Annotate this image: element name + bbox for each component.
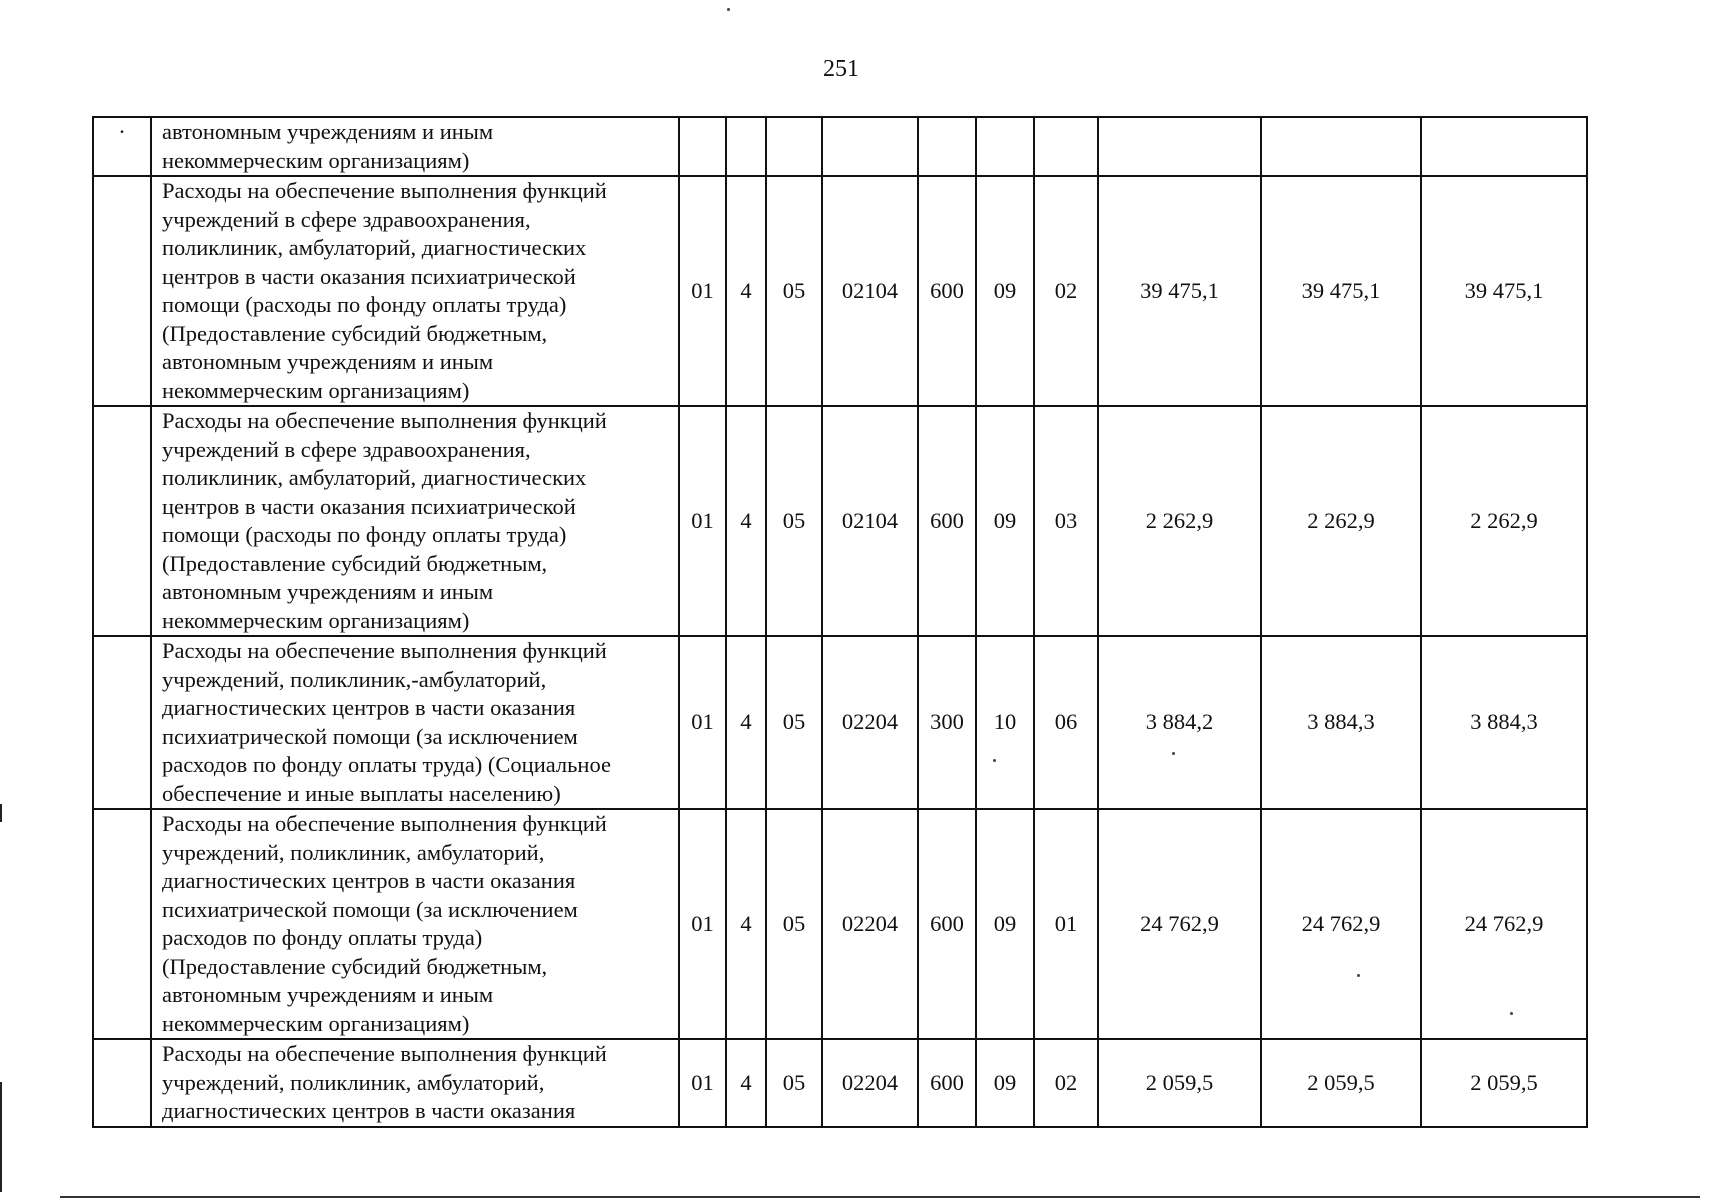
row-marker-cell [93,406,151,636]
description-cell [151,636,679,809]
amount-year3-cell: 2 059,5 [1421,1039,1587,1127]
row-marker-cell: · [93,117,151,176]
section-code-cell: 09 [976,176,1034,406]
table-row [93,176,1587,406]
amount-year1-cell: 2 262,9 [1098,406,1261,636]
expense-type-cell: 600 [918,406,976,636]
description-line: Расходы на обеспечение выполнения функций [162,638,607,663]
description-line: диагностических центров в части оказания [162,695,576,720]
description-line: учреждений в сфере здравоохранения, [162,206,531,232]
description-line: центров в части оказания психиатрической [162,493,576,519]
program-code-cell: 4 [726,406,766,636]
description-line: учреждений, поликлиник, амбулаторий, [162,1069,545,1095]
amount-year1-cell: 2 059,5 [1098,1039,1261,1127]
amount-year2-cell [1261,117,1421,176]
table-row [93,809,1587,1039]
description-line: автономным учреждениям и иным [162,982,494,1007]
scan-edge-mark [0,804,2,822]
subsection-code-cell: 02 [1034,1039,1098,1127]
amount-year2-cell: 2 059,5 [1261,1039,1421,1127]
description-line: Расходы на обеспечение выполнения функций [162,811,607,836]
description-line: поликлиник, амбулаторий, диагностических [162,235,587,260]
table-row [93,406,1587,636]
amount-year1-cell: 39 475,1 [1098,176,1261,406]
description-line: некоммерческим организациям) [162,607,470,633]
scan-speck [1510,1012,1513,1015]
description-line: Расходы на обеспечение выполнения функций [162,408,607,433]
description-line: автономным учреждениям и иным [162,119,494,144]
description-line: автономным учреждениям и иным [162,349,494,374]
subsection-code-cell [1034,117,1098,176]
expense-type-cell: 300 [918,636,976,809]
description-line: Расходы на обеспечение выполнения функций [162,1041,607,1066]
ministry-code-cell: 01 [679,1039,726,1127]
amount-year2-cell: 24 762,9 [1261,809,1421,1039]
amount-year1-cell: 24 762,9 [1098,809,1261,1039]
row-marker-cell [93,809,151,1039]
ministry-code-cell: 01 [679,406,726,636]
direction-code-cell: 02204 [822,1039,918,1127]
table-row [93,636,1587,809]
description-line: некоммерческим организациям) [162,1010,470,1036]
row-marker-cell [93,1039,151,1127]
description-line: автономным учреждениям и иным [162,579,494,604]
amount-year3-cell: 3 884,3 [1421,636,1587,809]
description-line: диагностических центров в части оказания [162,1098,576,1123]
budget-table [92,116,1588,1128]
program-code-cell: 4 [726,176,766,406]
table-row [93,117,1587,176]
description-cell [151,176,679,406]
description-line: некоммерческим организациям) [162,147,470,173]
section-code-cell: 09 [976,809,1034,1039]
ministry-code-cell: 01 [679,809,726,1039]
scan-speck [1357,974,1360,977]
subsection-code-cell: 06 [1034,636,1098,809]
description-cell [151,1039,679,1127]
section-code-cell: 09 [976,406,1034,636]
description-line: психиатрической помощи (за исключением [162,723,578,749]
row-marker-cell [93,176,151,406]
description-line: расходов по фонду оплаты труда) [162,925,483,950]
section-code-cell: 10 [976,636,1034,809]
description-line: учреждений, поликлиник, амбулаторий, [162,839,545,865]
scan-speck [727,8,730,11]
description-line: поликлиник, амбулаторий, диагностических [162,465,587,490]
amount-year1-cell: 3 884,2 [1098,636,1261,809]
amount-year2-cell: 2 262,9 [1261,406,1421,636]
description-line: (Предоставление субсидий бюджетным, [162,550,548,576]
description-line: помощи (расходы по фонду оплаты труда) [162,522,567,547]
program-code-cell [726,117,766,176]
ministry-code-cell: 01 [679,176,726,406]
description-line: некоммерческим организациям) [162,377,470,403]
description-line: диагностических центров в части оказания [162,868,576,893]
subprogram-code-cell [766,117,822,176]
description-line: обеспечение и иные выплаты населению) [162,780,561,806]
section-code-cell: 09 [976,1039,1034,1127]
description-line: центров в части оказания психиатрической [162,263,576,289]
subprogram-code-cell: 05 [766,636,822,809]
description-line: (Предоставление субсидий бюджетным, [162,953,548,979]
scan-speck [993,759,996,762]
amount-year3-cell: 2 262,9 [1421,406,1587,636]
direction-code-cell: 02104 [822,176,918,406]
scan-speck [1172,752,1175,755]
subsection-code-cell: 03 [1034,406,1098,636]
direction-code-cell: 02104 [822,406,918,636]
row-marker-cell [93,636,151,809]
description-cell [151,809,679,1039]
subprogram-code-cell: 05 [766,1039,822,1127]
description-cell [151,406,679,636]
amount-year3-cell [1421,117,1587,176]
amount-year3-cell: 24 762,9 [1421,809,1587,1039]
page-number: 251 [823,56,859,82]
expense-type-cell: 600 [918,809,976,1039]
description-line: учреждений в сфере здравоохранения, [162,436,531,462]
description-line: Расходы на обеспечение выполнения функций [162,178,607,203]
amount-year1-cell [1098,117,1261,176]
description-line: помощи (расходы по фонду оплаты труда) [162,292,567,317]
subprogram-code-cell: 05 [766,809,822,1039]
description-line: расходов по фонду оплаты труда) (Социальное [162,752,611,777]
table-row [93,1039,1587,1127]
subsection-code-cell: 02 [1034,176,1098,406]
scan-edge-line [60,1196,1700,1198]
program-code-cell: 4 [726,1039,766,1127]
description-line: (Предоставление субсидий бюджетным, [162,320,548,346]
direction-code-cell [822,117,918,176]
ministry-code-cell [679,117,726,176]
scan-edge-mark [0,1082,2,1192]
subprogram-code-cell: 05 [766,406,822,636]
direction-code-cell: 02204 [822,809,918,1039]
expense-type-cell: 600 [918,176,976,406]
program-code-cell: 4 [726,809,766,1039]
amount-year2-cell: 39 475,1 [1261,176,1421,406]
expense-type-cell [918,117,976,176]
ministry-code-cell: 01 [679,636,726,809]
description-line: учреждений, поликлиник,-амбулаторий, [162,666,547,692]
program-code-cell: 4 [726,636,766,809]
description-cell [151,117,679,176]
description-line: психиатрической помощи (за исключением [162,896,578,922]
subsection-code-cell: 01 [1034,809,1098,1039]
subprogram-code-cell: 05 [766,176,822,406]
expense-type-cell: 600 [918,1039,976,1127]
direction-code-cell: 02204 [822,636,918,809]
amount-year2-cell: 3 884,3 [1261,636,1421,809]
section-code-cell [976,117,1034,176]
amount-year3-cell: 39 475,1 [1421,176,1587,406]
